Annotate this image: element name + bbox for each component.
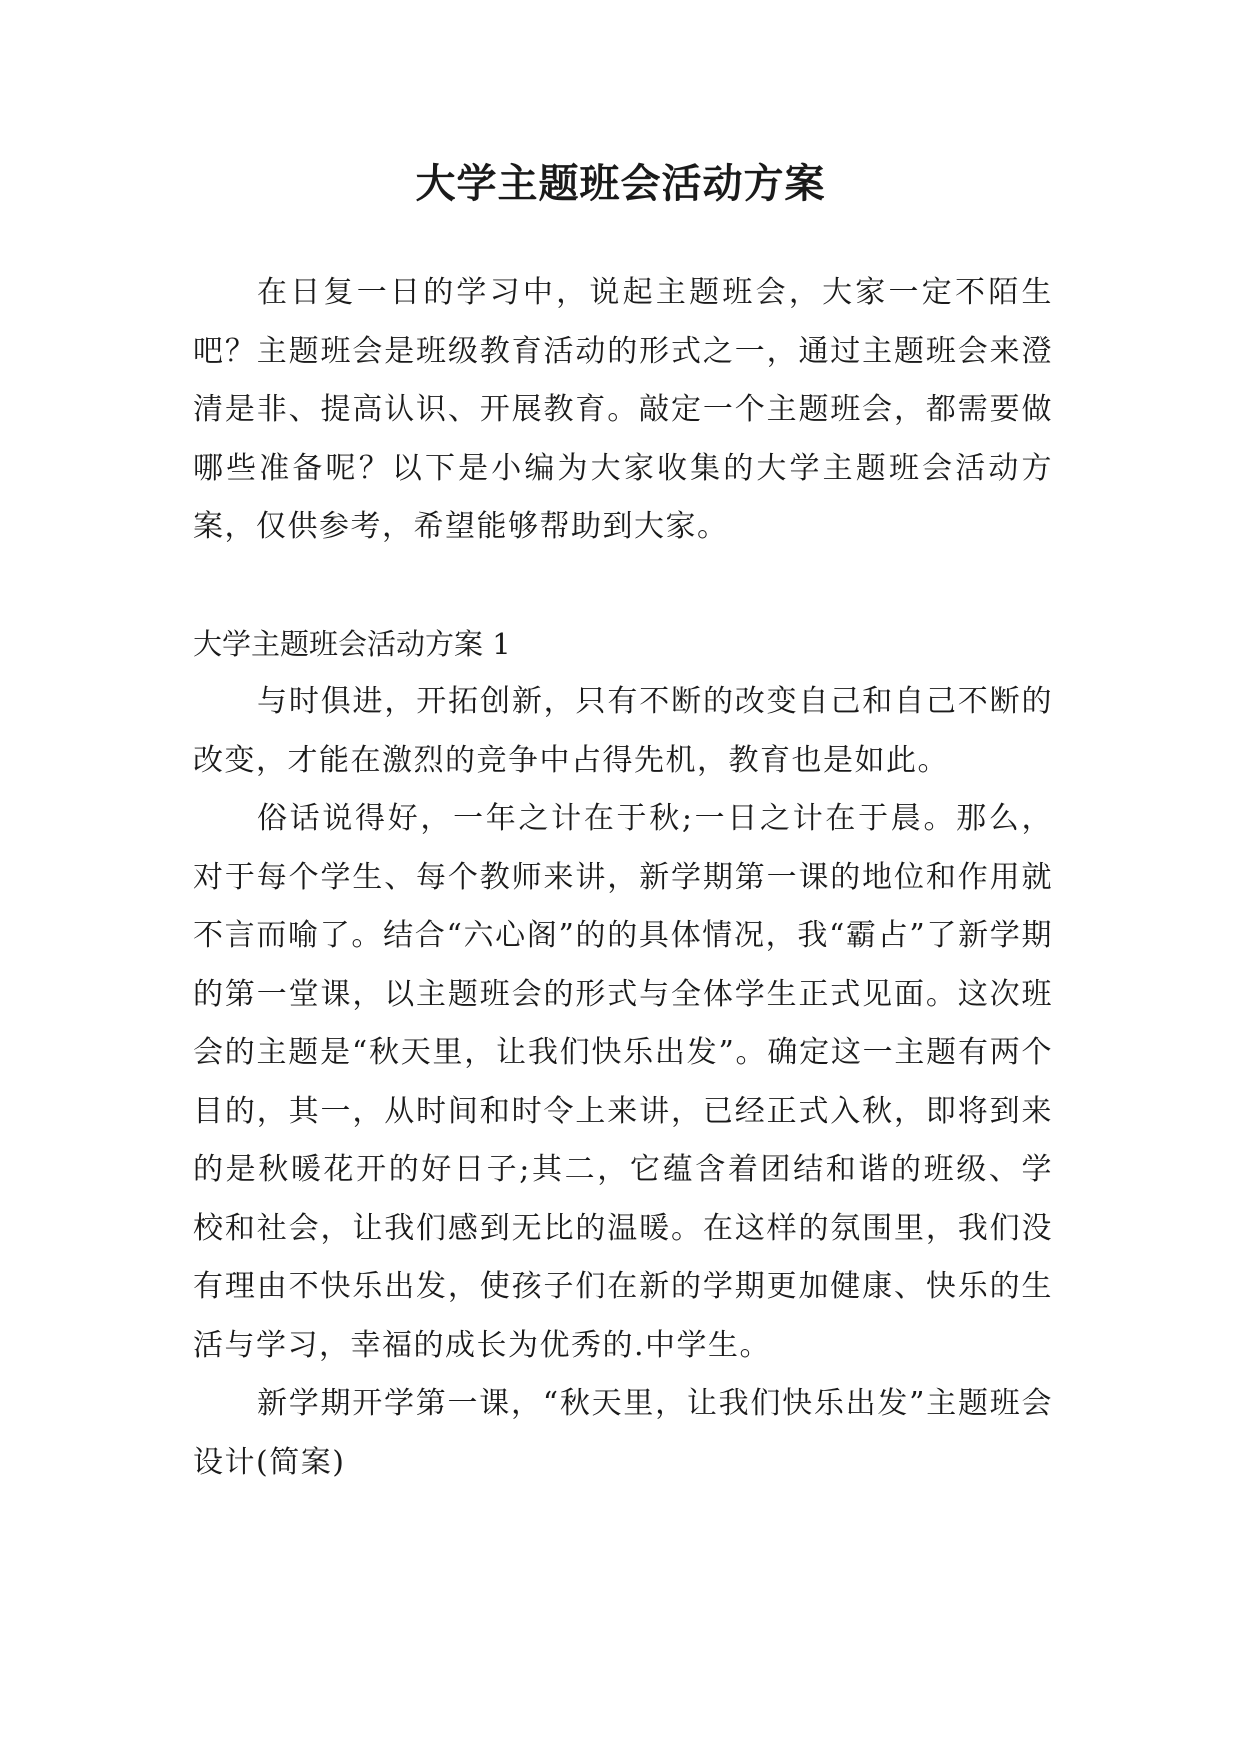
body-paragraph: 新学期开学第一课，“秋天里，让我们快乐出发”主题班会设计(简案) (193, 1386, 1053, 1480)
document-body (193, 264, 1053, 1492)
body-paragraph: 与时俱进，开拓创新，只有不断的改变自己和自己不断的改变，才能在激烈的竞争中占得先机，教育也是如此。 (193, 684, 1053, 778)
body-paragraph: 俗话说得好，一年之计在于秋;一日之计在于晨。那么，对于每个学生、每个教师来讲，新学期第一课的地位和作用就不言而喻了。结合“六心阁”的的具体情况，我“霸占”了新学期的第一堂课，以主题班会的形式与全体学生正式见面。这次班会的主题是“秋天里，让我们快乐出发”。确定这一主题有两个目的，其一，从时间和时令上来讲，已经正式入秋，即将到来的是秋暖花开的好日子;其二，它蕴含着团结和谐的班级、学校和社会，让我们感到无比的温暖。在这样的氛围里，我们没有理由不快乐出发，使孩子们在新的学期更加健康、快乐的生活与学习，幸福的成长为优秀的.中学生。 (193, 801, 1053, 1363)
document-title: 大学主题班会活动方案 (415, 160, 826, 207)
section-heading: 大学主题班会活动方案 1 (193, 626, 511, 661)
intro-paragraph: 在日复一日的学习中，说起主题班会，大家一定不陌生吧？主题班会是班级教育活动的形式之一，通过主题班会来澄清是非、提高认识、开展教育。敲定一个主题班会，都需要做哪些准备呢？以下是小编为大家收集的大学主题班会活动方案，仅供参考，希望能够帮助到大家。 (193, 275, 1053, 544)
